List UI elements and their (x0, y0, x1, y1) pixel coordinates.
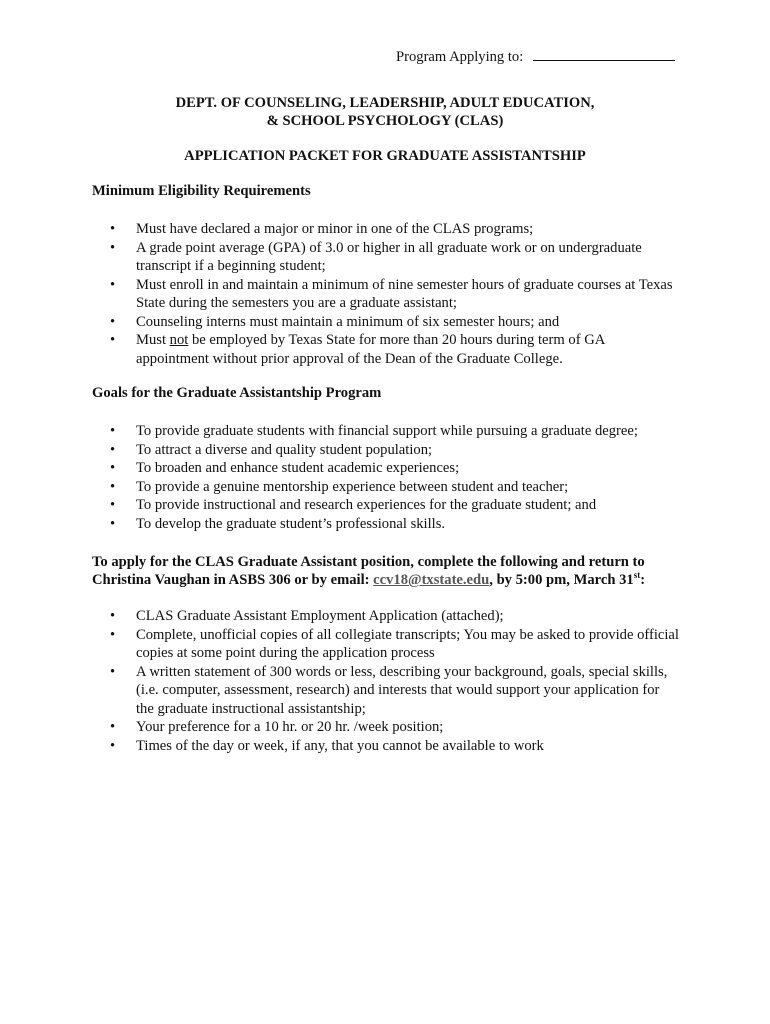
bullet-icon: • (110, 221, 116, 237)
bullet-icon: • (110, 239, 116, 256)
bullet-icon: • (110, 478, 116, 495)
eligibility-heading: Minimum Eligibility Requirements (92, 183, 311, 199)
apply-item: • A written statement of 300 words or less, describing your background, goals, special skills, (i.e. computer, assessment, research) and interests that would support your application for the graduate instructional assistantship; (110, 663, 668, 717)
bullet-icon: • (110, 497, 116, 513)
bullet-icon: • (110, 313, 116, 330)
bullet-icon: • (110, 276, 116, 293)
bullet-icon: • (110, 663, 116, 680)
eligibility-item: • Must not be employed by Texas State for more than 20 hours during term of GA appointment without prior approval of the Dean of the Graduate College. (110, 332, 605, 367)
goal-item: • To attract a diverse and quality student population; (110, 441, 433, 458)
packet-title: APPLICATION PACKET FOR GRADUATE ASSISTANTSHIP (184, 148, 586, 164)
goals-heading: Goals for the Graduate Assistantship Program (92, 385, 382, 401)
bullet-icon: • (110, 423, 116, 439)
ordinal-suffix: st (633, 570, 641, 581)
program-applying-label: Program Applying to: (396, 49, 524, 65)
goal-item: • To broaden and enhance student academic experiences; (110, 460, 460, 476)
eligibility-item: • Must have declared a major or minor in one of the CLAS programs; (110, 221, 534, 237)
bullet-icon: • (110, 719, 116, 735)
program-applying-line (396, 46, 675, 66)
eligibility-item: • A grade point average (GPA) of 3.0 or higher in all graduate work or on undergraduate transcript if a beginning student; (110, 239, 642, 274)
apply-item: • Times of the day or week, if any, that you cannot be available to work (110, 737, 544, 754)
department-title-line-1: DEPT. OF COUNSELING, LEADERSHIP, ADULT EDUCATION, (175, 95, 595, 111)
bullet-icon: • (110, 737, 116, 754)
eligibility-item: • Counseling interns must maintain a minimum of six semester hours; and (110, 313, 560, 330)
goal-item: • To provide a genuine mentorship experience between student and teacher; (110, 478, 569, 495)
apply-requirements-list (110, 607, 680, 755)
apply-item: • Your preference for a 10 hr. or 20 hr. /week position; (110, 719, 444, 735)
bullet-icon: • (110, 626, 116, 643)
eligibility-item: • Must enroll in and maintain a minimum of nine semester hours of graduate courses at Texas State during the semesters you are a graduate assistant; (110, 276, 673, 311)
program-applying-blank (533, 46, 675, 61)
bullet-icon: • (110, 460, 116, 476)
bullet-icon: • (110, 441, 116, 458)
goals-list (110, 422, 680, 533)
bullet-icon: • (110, 332, 116, 348)
apply-item: • CLAS Graduate Assistant Employment Application (attached); (110, 608, 504, 624)
apply-item: • Complete, unofficial copies of all collegiate transcripts; You may be asked to provide official copies at some point during the application process (110, 626, 679, 661)
emphasis-not: not (169, 332, 189, 348)
email-link[interactable]: ccv18@txstate.edu (373, 572, 490, 588)
bullet-icon: • (110, 608, 116, 624)
goal-item: • To provide graduate students with financial support while pursuing a graduate degree; (110, 423, 638, 439)
bullet-icon: • (110, 515, 116, 532)
eligibility-list (110, 220, 680, 368)
goal-item: • To provide instructional and research experiences for the graduate student; and (110, 497, 597, 513)
department-title (0, 94, 770, 130)
goal-item: • To develop the graduate student’s professional skills. (110, 515, 446, 532)
department-title-line-2: & SCHOOL PSYCHOLOGY (CLAS) (266, 113, 504, 129)
apply-instructions: To apply for the CLAS Graduate Assistant position, complete the following and return to Christina Vaughan in ASBS 306 or by email: ccv18@txstate.edu, by 5:00 pm, March 31st: (92, 554, 646, 588)
